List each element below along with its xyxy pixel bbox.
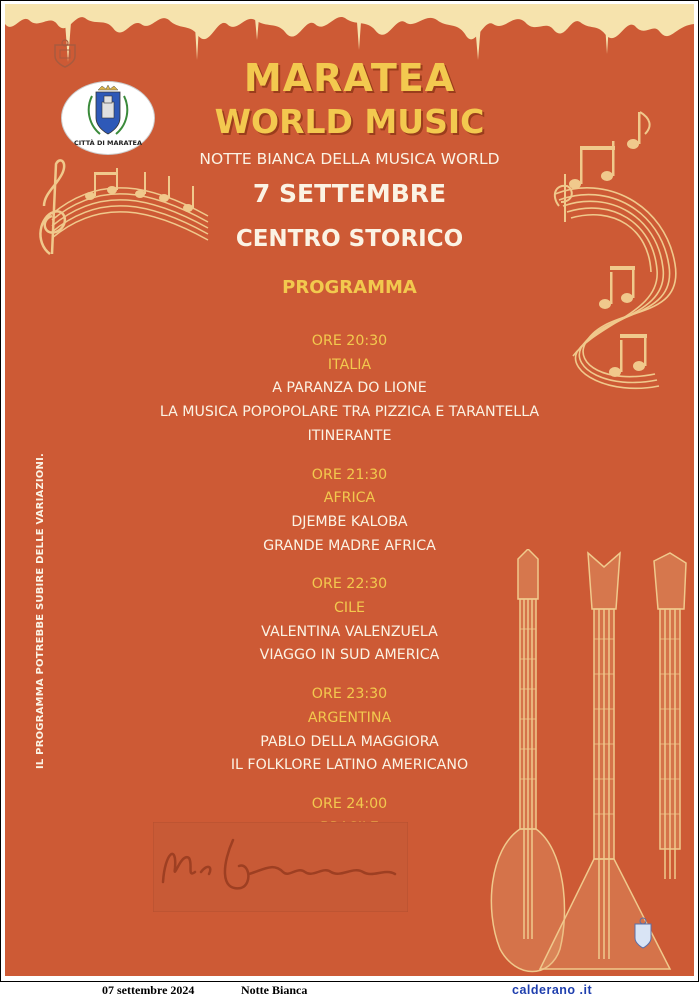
signature-image	[153, 822, 408, 912]
event-location: CENTRO STORICO	[235, 226, 464, 252]
event-poster	[5, 4, 694, 976]
footer-site-link[interactable]: calderano .it	[512, 983, 593, 997]
slot-country: CILE	[334, 600, 365, 617]
slot-line: VIAGGO IN SUD AMERICA	[259, 647, 440, 664]
slot-line: LA MUSICA POPOPOLARE TRA PIZZICA E TARANTELLA	[159, 404, 540, 421]
slot-line: ITINERANTE	[307, 427, 392, 444]
crest-corner-icon	[632, 916, 654, 950]
slot-country: AFRICA	[323, 490, 376, 507]
slot-line: A PARANZA DO LIONE	[272, 380, 427, 397]
subtitle: NOTTE BIANCA DELLA MUSICA WORLD	[199, 150, 500, 168]
slot-time: ORE 23:30	[311, 686, 388, 703]
slot-line: VALENTINA VALENZUELA	[261, 623, 438, 640]
program-slot	[5, 330, 694, 449]
logo-label: CITTÀ DI MARATEA	[73, 139, 142, 147]
disclaimer-note: IL PROGRAMMA POTREBBE SUBIRE DELLE VARIAZIONI.	[35, 452, 46, 769]
title-line-2: WORLD MUSIC	[214, 102, 485, 141]
slot-time: ORE 20:30	[311, 333, 388, 349]
footer-date: 07 settembre 2024	[102, 983, 195, 997]
slot-line: GRANDE MADRE AFRICA	[263, 537, 436, 554]
program-heading: PROGRAMMA	[282, 277, 417, 298]
program-slot	[5, 464, 694, 559]
slot-country: ITALIA	[327, 356, 372, 373]
title-line-1: MARATEA	[243, 56, 456, 100]
slot-line: DJEMBE KALOBA	[291, 513, 408, 530]
footer-bar	[0, 983, 699, 1000]
slot-line: IL FOLKLORE LATINO AMERICANO	[230, 757, 469, 774]
slot-line: PABLO DELLA MAGGIORA	[260, 733, 439, 750]
slot-time: ORE 21:30	[311, 466, 388, 483]
footer-event: Notte Bianca	[241, 983, 308, 997]
event-date: 7 SETTEMBRE	[252, 179, 447, 208]
guitars-illustration	[480, 549, 694, 976]
slot-time: ORE 22:30	[311, 576, 388, 593]
slot-country: ARGENTINA	[307, 709, 392, 726]
slot-time: ORE 24:00	[311, 795, 388, 812]
